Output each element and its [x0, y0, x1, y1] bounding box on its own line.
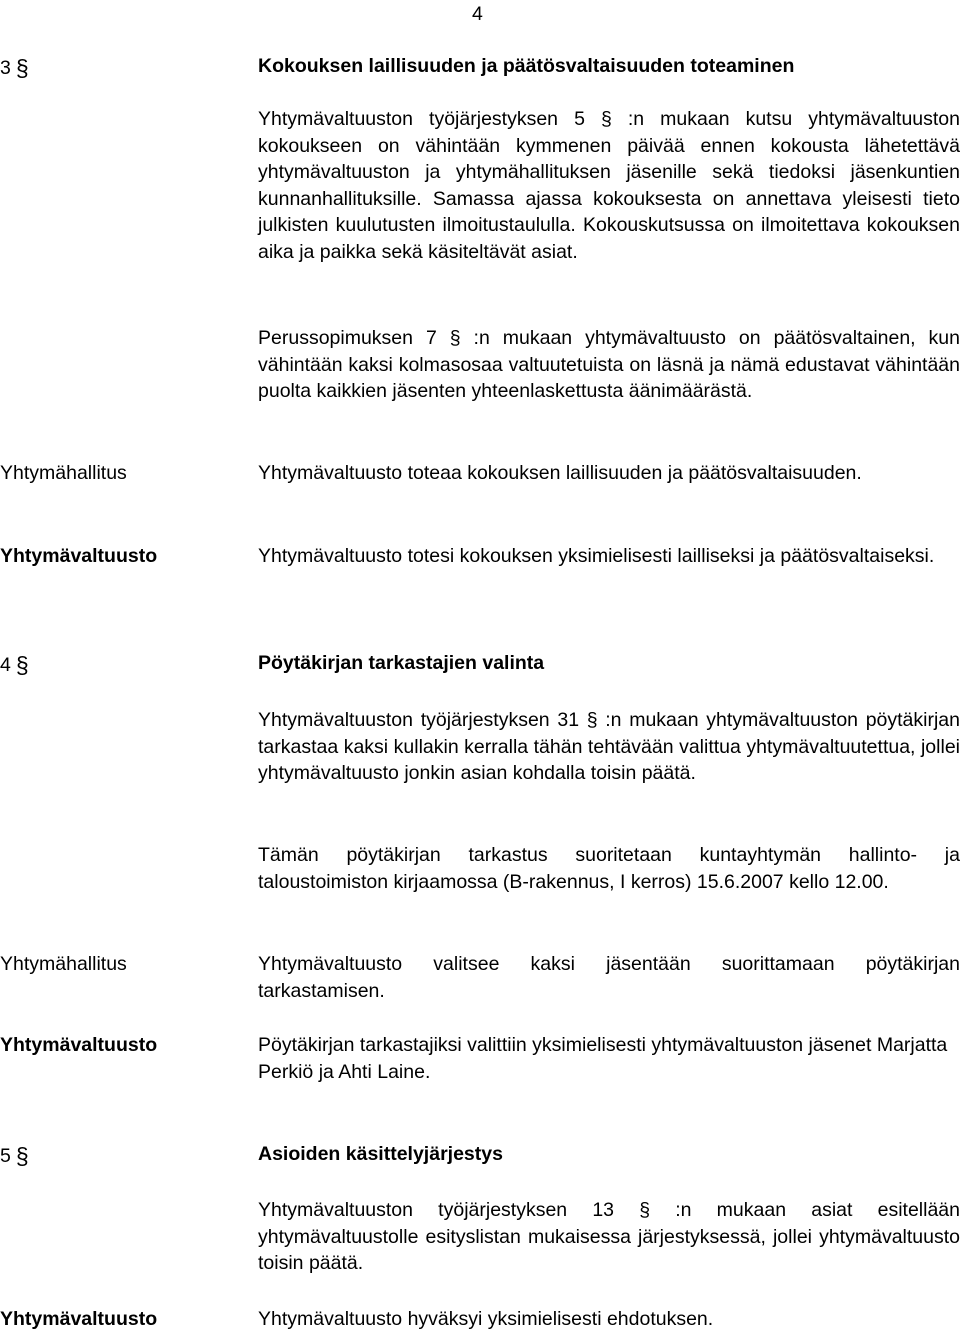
section-heading — [0, 1143, 960, 1173]
section-number: 5 — [0, 1145, 11, 1167]
section-4 — [0, 652, 960, 682]
paragraph: Yhtymävaltuuston työjärjestyksen 13 § :n mukaan asiat esitellään yhtymävaltuustolle esityslistan mukaisessa järjestyksessä, jollei yhtymävaltuusto toisin päätä. — [258, 1199, 960, 1274]
section-5 — [0, 1143, 960, 1173]
section-number: 4 — [0, 654, 11, 676]
section-sign: § — [15, 1143, 29, 1169]
decision-label: Yhtymävaltuusto — [0, 1034, 158, 1056]
section-heading — [0, 55, 960, 85]
section-number: 3 — [0, 57, 11, 79]
section-title: Asioiden käsittelyjärjestys — [258, 1143, 503, 1165]
proposal-text: Yhtymävaltuusto toteaa kokouksen laillisuuden ja päätösvaltaisuuden. — [258, 462, 862, 484]
proposal-label: Yhtymähallitus — [0, 953, 127, 975]
decision-label: Yhtymävaltuusto — [0, 1308, 158, 1330]
decision-label: Yhtymävaltuusto — [0, 545, 158, 567]
decision-text: Yhtymävaltuusto hyväksyi yksimielisesti ehdotuksen. — [258, 1308, 714, 1330]
section-heading — [0, 652, 960, 682]
section-sign: § — [15, 55, 29, 81]
section-title: Pöytäkirjan tarkastajien valinta — [258, 652, 545, 674]
proposal-text: Yhtymävaltuusto valitsee kaksi jäsentään suorittamaan pöytäkirjan tarkastamisen. — [258, 953, 960, 1002]
decision-text: Yhtymävaltuusto totesi kokouksen yksimielisesti lailliseksi ja päätösvaltaiseksi. — [258, 545, 935, 567]
decision-text: Pöytäkirjan tarkastajiksi valittiin yksimielisesti yhtymävaltuuston jäsenet Marjatta Perkiö ja Ahti Laine. — [258, 1034, 948, 1083]
paragraph: Perussopimuksen 7 § :n mukaan yhtymävaltuusto on päätösvaltainen, kun vähintään kaksi kolmasosaa valtuutetuista on läsnä ja nämä edustavat vähintään puolta kaikkien jäsenten yhteenlaskettusta äänimäärästä. — [258, 327, 960, 402]
proposal-label: Yhtymähallitus — [0, 462, 127, 484]
section-title: Kokouksen laillisuuden ja päätösvaltaisuuden toteaminen — [258, 55, 795, 77]
paragraph: Tämän pöytäkirjan tarkastus suoritetaan kuntayhtymän hallinto- ja taloustoimiston kirjaamossa (B-rakennus, I kerros) 15.6.2007 kello 12.00. — [258, 844, 960, 893]
paragraph: Yhtymävaltuuston työjärjestyksen 31 § :n mukaan yhtymävaltuuston pöytäkirjan tarkastaa kaksi kullakin kerralla tähän tehtävään valittua yhtymävaltuutettua, jollei yhtymävaltuusto jonkin asian kohdalla toisin päätä. — [258, 709, 960, 784]
section-3 — [0, 55, 960, 85]
page-number: 4 — [472, 3, 483, 25]
paragraph: Yhtymävaltuuston työjärjestyksen 5 § :n mukaan kutsu yhtymävaltuuston kokoukseen on vähintään kymmenen päivää ennen kokousta lähetettävä yhtymävaltuuston ja yhtymähallituksen jäsenille sekä tiedoksi jäsenkuntien kunnanhallituksille. Samassa ajassa kokouksesta on annettava yleisesti tieto julkisten kuulutusten ilmoitustaululla. Kokouskutsussa on ilmoitettava kokouksen aika ja paikka sekä käsiteltävät asiat. — [258, 108, 960, 263]
section-sign: § — [15, 652, 29, 678]
